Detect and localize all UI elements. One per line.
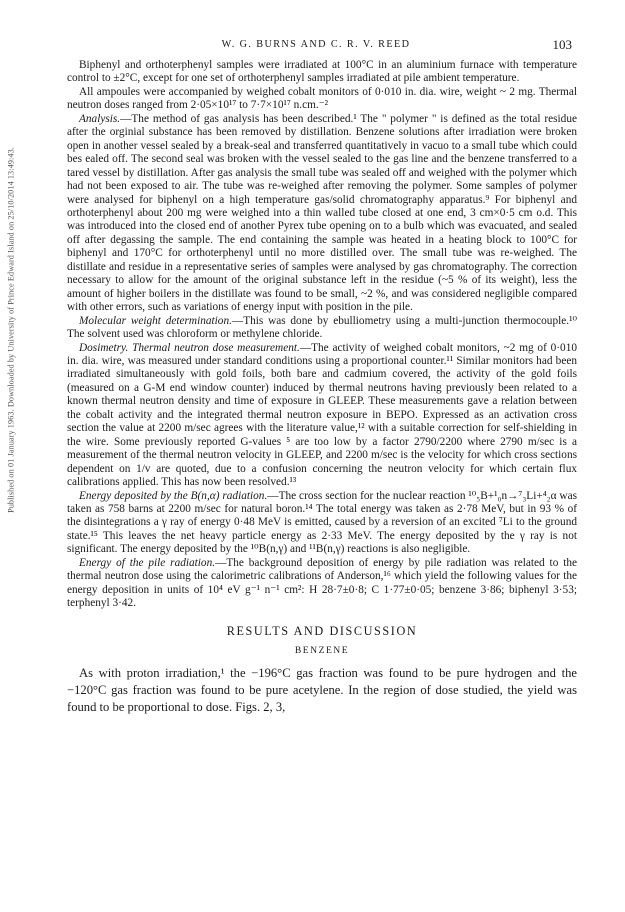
page-header — [60, 39, 572, 55]
section-heading: RESULTS AND DISCUSSION — [226, 623, 418, 638]
page-number: 103 — [552, 37, 572, 52]
paragraph — [67, 59, 577, 86]
download-watermark — [3, 90, 19, 570]
paragraph-lead: Dosimetry. Thermal neutron dose measurement. — [79, 341, 300, 354]
paragraph-text: —The cross section for the nuclear reaction ¹⁰₅B+¹₀n→⁷₃Li+⁴₂α was taken as 758 barns at 2200 m/sec for natural boron.¹⁴ The total energy was taken as 2·78 MeV, but in 93 % of the disintegrations a γ ray of energy 0·48 MeV is emitted, caused by a reversion of an excited ⁷Li to the ground state.¹⁵ This leaves the net heavy particle energy as 2·33 MeV. The energy deposited by the γ ray is not significant. The energy deposited by the ¹⁰B(n,γ) and ¹¹B(n,γ) reactions is also negligible. — [67, 489, 577, 556]
paragraph-text: All ampoules were accompanied by weighed cobalt monitors of 0·010 in. dia. wire, weight ~ 2 mg. Thermal neutron doses ranged from 2·05×10¹⁷ to 7·7×10¹⁷ n.cm.⁻² — [67, 85, 577, 112]
paragraph — [67, 86, 577, 113]
paragraph-text: —The activity of weighed cobalt monitors, ~2 mg of 0·010 in. dia. wire, was measured under standard conditions using a proportional counter.¹¹ Similar monitors had been irradiated simultaneously with gold foils, both bare and cadmium covered, the activity of the gold foils (measured on a G-M end window counter) induced by thermal neutrons having previously been related to a known thermal neutron density and time of exposure in GLEEP. These measurements gave a relation between the cobalt activity and the integrated thermal neutron exposure in BEPO. Expressed as an activation cross section the value at 2200 m/sec agrees with the literature value,¹² with a suitable correction for self-shielding in the wire. Some previously reported G-values ⁵ are too low by a factor 2790/2200 where 2790 m/sec is a measurement of the thermal neutron velocity in GLEEP, and 2200 m/sec is the velocity for which cross sections dependent on 1/v are quoted, due to a confusion concerning the neutron velocity for which certain flux calibrations applied. This has now been resolved.¹³ — [67, 341, 577, 489]
paragraph — [67, 490, 577, 557]
download-watermark-text: Published on 01 January 1963. Downloaded by University of Prince Edward Island on 25/10/2014 13:49:43. — [6, 147, 16, 513]
paragraph-text: Biphenyl and orthoterphenyl samples were irradiated at 100°C in an aluminium furnace with temperature control to ±2°C, except for one set of orthoterphenyl samples irradiated at pile ambient temperature. — [67, 59, 577, 85]
paragraph-lead: Molecular weight determination. — [79, 314, 232, 327]
article-body — [67, 59, 577, 715]
paragraph — [67, 557, 577, 611]
results-paragraph: As with proton irradiation,¹ the −196°C gas fraction was found to be pure hydrogen and the −120°C gas fraction was found to be pure acetylene. In the region of dose studied, the yield was found to be proportional to dose. Figs. 2, 3, — [67, 666, 577, 714]
paragraph-text: —The background deposition of energy by pile radiation was related to the thermal neutron dose using the calorimetric calibrations of Anderson,¹⁶ which yield the following values for the energy deposition in units of 10⁴ eV g⁻¹ n⁻¹ cm²: H 28·7±0·8; C 1·77±0·05; benzene 3·86; biphenyl 3·53; terphenyl 3·42. — [67, 556, 578, 610]
paragraph-lead: Energy of the pile radiation. — [79, 556, 216, 569]
paragraph — [67, 315, 577, 342]
paragraph-text: —The method of gas analysis has been described.¹ The " polymer " is defined as the total residue after the orginial substance has been removed by distillation. Benzene solutions after irradiation were broken open in another vessel sealed by a break-seal and transferred quantitatively in vacuo to a small tube which could bes ealed off. The second seal was broken with the vessel sealed to the gas line and the benzene transferred to a tared vessel by distillation. After gas analysis the small tube was sealed off and weighed with the polymer which had not been exposed to air. The tube was re-weighed after removing the polymer. Some samples of polymer were analysed for biphenyl on a high temperature gas/solid chromatography apparatus.⁹ For biphenyl and orthoterphenyl about 200 mg were weighed into a thin walled tube closed at one end, 3 cm×0·5 cm o.d. This was introduced into the closed end of another Pyrex tube opening on to a bulb which was evacuated, and sealed off after degassing the sample. The end containing the sample was heated in a heating block to 100°C for biphenyl and 170°C for orthoterphenyl until no more distilled over. The small tube was re-weighed. The distillate and residue in a representative series of samples were analysed by gas chromatography. The correction necessary to allow for the amount of the original substance left in the residue (~5 % of its weight), less the amount of higher boilers in the distillate was found to be small, ~2 %, and was considered negligible compared with other errors, such as variations of energy input with position in the pile. — [67, 112, 577, 314]
subsection-heading: BENZENE — [294, 645, 350, 657]
paragraph — [67, 342, 577, 490]
paragraph-text: —This was done by ebulliometry using a multi-junction thermocouple.¹⁰ The solvent used was chloroform or methylene chloride. — [67, 314, 577, 341]
paragraph — [67, 113, 577, 315]
running-head: W. G. BURNS AND C. R. V. REED — [221, 39, 411, 50]
paragraph-lead: Energy deposited by the B(n,α) radiation. — [79, 489, 268, 502]
paragraph-lead: Analysis. — [79, 112, 121, 125]
